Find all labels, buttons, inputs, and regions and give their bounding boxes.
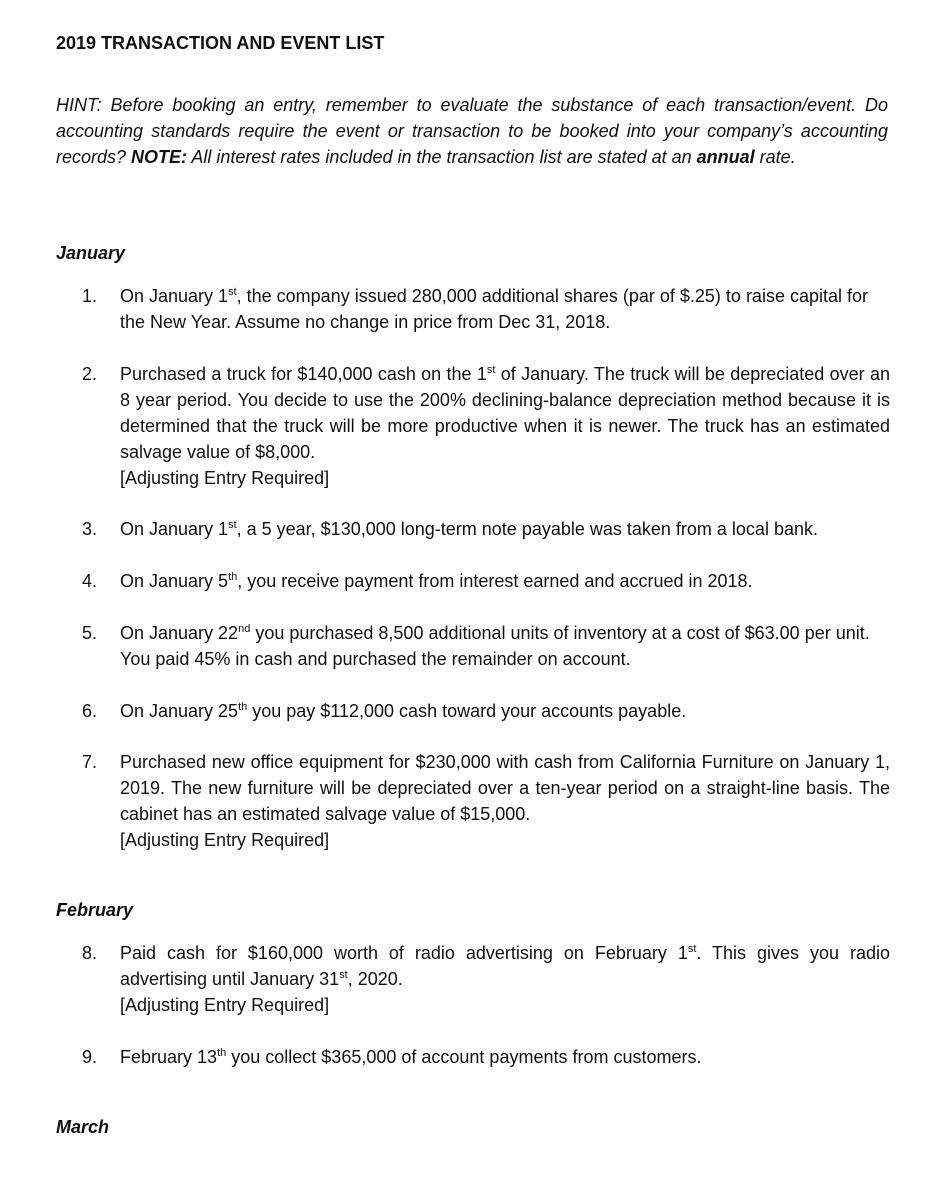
- list-item-2: [82, 361, 890, 491]
- item-number: 9.: [82, 1047, 98, 1067]
- item-number: 2.: [82, 364, 98, 384]
- adjusting-entry-note: [Adjusting Entry Required]: [120, 830, 330, 850]
- adjusting-entry-note: [Adjusting Entry Required]: [120, 995, 330, 1015]
- item-number: 8.: [82, 943, 98, 963]
- item-text: Purchased new office equipment for $230,000 with cash from California Furniture on January 1, 2019. The new furniture will be depreciated over a ten-year period on a straight-line basis. The cabinet has an estimated salvage value of $15,000. [Adjusting Entry Required]: [120, 749, 890, 853]
- hint-note-label: NOTE:: [131, 147, 188, 167]
- list-item-7: [82, 749, 890, 853]
- item-text: On January 25th you pay $112,000 cash toward your accounts payable.: [120, 701, 687, 721]
- item-text: Purchased a truck for $140,000 cash on the 1st of January. The truck will be depreciated over an 8 year period. You decide to use the 200% declining-balance depreciation method because it is determined that the truck will be more productive when it is newer. The truck has an estimated salvage value of $8,000. [Adjusting Entry Required]: [120, 361, 890, 491]
- hint-text-3: rate.: [754, 147, 796, 167]
- item-number: 7.: [82, 752, 98, 772]
- adjusting-entry-note: [Adjusting Entry Required]: [120, 468, 330, 488]
- list-item-1: [82, 283, 890, 335]
- page-title: 2019 TRANSACTION AND EVENT LIST: [56, 33, 385, 53]
- item-text: On January 22nd you purchased 8,500 additional units of inventory at a cost of $63.00 per unit. You paid 45% in cash and purchased the remainder on account.: [120, 623, 870, 669]
- hint-paragraph: [56, 92, 888, 170]
- item-number: 5.: [82, 623, 98, 643]
- item-text: On January 1st, the company issued 280,000 additional shares (par of $.25) to raise capital for the New Year. Assume no change in price from Dec 31, 2018.: [120, 286, 868, 332]
- hint-text-1: HINT: Before booking an entry, remember to evaluate the substance of each transaction/event. Do accounting standards require the event or transaction to be booked into your company’s accounting records?: [56, 95, 888, 167]
- item-text: On January 5th, you receive payment from interest earned and accrued in 2018.: [120, 571, 753, 591]
- item-number: 3.: [82, 519, 98, 539]
- list-item-9: [82, 1044, 890, 1070]
- item-number: 1.: [82, 286, 98, 306]
- month-heading-march: March: [56, 1117, 110, 1137]
- item-text: February 13th you collect $365,000 of account payments from customers.: [120, 1047, 702, 1067]
- hint-text-2: All interest rates included in the transaction list are stated at an: [187, 147, 697, 167]
- hint-annual: annual: [696, 147, 755, 167]
- list-item-5: [82, 620, 890, 672]
- month-heading-january: January: [56, 243, 126, 263]
- item-text: Paid cash for $160,000 worth of radio advertising on February 1st. This gives you radio advertising until January 31st, 2020. [Adjusting Entry Required]: [120, 940, 890, 1018]
- item-number: 4.: [82, 571, 98, 591]
- list-item-4: [82, 568, 890, 594]
- item-number: 6.: [82, 701, 98, 721]
- item-text: On January 1st, a 5 year, $130,000 long-term note payable was taken from a local bank.: [120, 519, 818, 539]
- list-item-6: [82, 698, 890, 724]
- month-heading-february: February: [56, 900, 134, 920]
- list-item-8: [82, 940, 890, 1018]
- list-item-3: [82, 516, 890, 542]
